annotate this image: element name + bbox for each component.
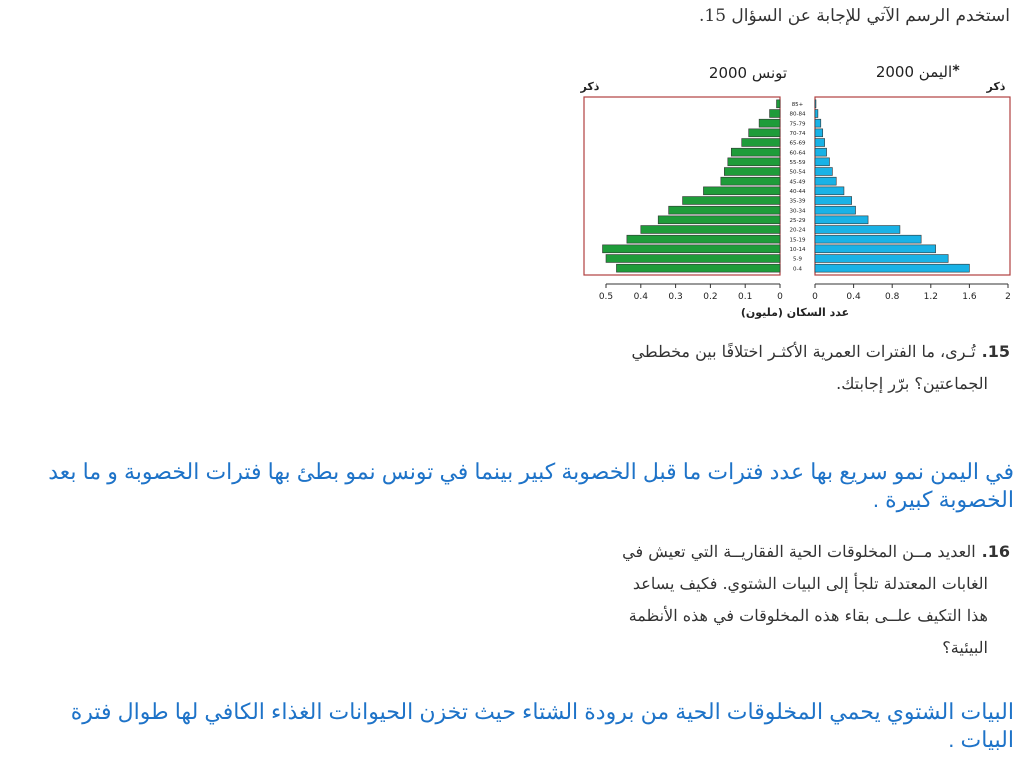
answer-16 <box>10 698 1014 754</box>
tunisia-bar-65-69 <box>742 139 780 147</box>
yemen-bar-45-49 <box>815 177 836 185</box>
tunisia-bar-75-79 <box>759 119 780 127</box>
tunisia-bar-10-14 <box>603 245 780 253</box>
yemen-bar-5-9 <box>815 255 948 263</box>
yemen-title: اليمن 2000 <box>875 63 953 81</box>
tunisia-bar-20-24 <box>641 226 780 234</box>
tunisia-bar-35-39 <box>683 197 780 205</box>
answer-15-line-1: في اليمن نمو سريع بها عدد فترات ما قبل الخصوبة كبير بينما في تونس نمو بطئ بها فترات الخصوبة و ما بعد <box>48 459 1014 484</box>
yemen-tick-label: 2 <box>1005 292 1011 302</box>
tunisia-corner-label: ذكر <box>580 80 600 93</box>
answer-16-line-2: البيات . <box>948 727 1014 752</box>
question-16 <box>570 536 1010 664</box>
tunisia-bar-60-64 <box>731 148 780 156</box>
tunisia-bar-70-74 <box>749 129 780 137</box>
yemen-bar-50-54 <box>815 168 832 176</box>
age-label: 80-84 <box>789 111 806 118</box>
question-15-line-1: تُـرى، ما الفترات العمرية الأكثـر اختلافًا بين مخططي <box>631 342 976 361</box>
question-16-line-1: العديد مــن المخلوقات الحية الفقاريــة التي تعيش في <box>622 542 976 561</box>
question-16-number: 16. <box>981 542 1010 561</box>
age-label: 25-29 <box>789 217 806 224</box>
tunisia-tick-label: 0.1 <box>738 292 753 302</box>
tunisia-bar-45-49 <box>721 177 780 185</box>
tunisia-bar-30-34 <box>669 206 780 214</box>
question-16-line-2: الغابات المعتدلة تلجأ إلى البيات الشتوي. فكيف يساعد <box>632 574 988 593</box>
yemen-bar-35-39 <box>815 197 852 205</box>
yemen-bar-0-4 <box>815 264 969 272</box>
yemen-bar-75-79 <box>815 119 821 127</box>
age-label: 85+ <box>791 101 804 108</box>
yemen-tick-label: 0 <box>812 292 818 302</box>
yemen-bar-55-59 <box>815 158 829 166</box>
age-label: 40-44 <box>789 188 806 195</box>
x-ticks <box>599 284 1011 302</box>
yemen-bar-70-74 <box>815 129 823 137</box>
yemen-tick-label: 1.2 <box>923 292 938 302</box>
tunisia-bar-50-54 <box>724 168 780 176</box>
tunisia-tick-label: 0.3 <box>668 292 683 302</box>
yemen-bar-60-64 <box>815 148 827 156</box>
population-pyramid-chart <box>570 58 1020 326</box>
tunisia-bar-80-84 <box>770 110 780 118</box>
tunisia-bar-15-19 <box>627 235 780 243</box>
age-label: 10-14 <box>789 246 806 253</box>
age-label: 55-59 <box>789 159 806 166</box>
age-label: 60-64 <box>789 150 806 157</box>
tunisia-bar-5-9 <box>606 255 780 263</box>
age-label: 35-39 <box>789 198 806 205</box>
yemen-bar-10-14 <box>815 245 936 253</box>
yemen-bar-30-34 <box>815 206 856 214</box>
yemen-tick-label: 1.6 <box>962 292 977 302</box>
tunisia-tick-label: 0.5 <box>598 292 614 302</box>
tunisia-bars <box>603 100 780 272</box>
age-label: 50-54 <box>789 169 806 176</box>
intro-text: استخدم الرسم الآتي للإجابة عن السؤال 15. <box>698 6 1010 26</box>
yemen-bar-85+ <box>815 100 816 108</box>
age-label: 45-49 <box>789 179 806 186</box>
question-15 <box>570 336 1010 400</box>
answer-15-line-2: الخصوبة كبيرة . <box>872 487 1014 512</box>
age-label: 0-4 <box>793 266 802 273</box>
question-15-number: 15. <box>981 342 1010 361</box>
yemen-bar-40-44 <box>815 187 844 195</box>
tunisia-bar-0-4 <box>616 264 780 272</box>
yemen-title-prefix: * <box>952 63 960 79</box>
age-label: 20-24 <box>789 227 806 234</box>
yemen-bar-25-29 <box>815 216 868 224</box>
tunisia-tick-label: 0.2 <box>703 292 718 302</box>
tunisia-tick-label: 0.4 <box>633 292 648 302</box>
question-16-line-3: هذا التكيف علــى بقاء هذه المخلوقات في هذه الأنظمة <box>628 606 988 625</box>
question-15-line-2: الجماعتين؟ برّر إجابتك. <box>836 374 988 393</box>
question-16-line-4: البيئية؟ <box>942 638 988 657</box>
age-label: 70-74 <box>789 130 806 137</box>
yemen-bars <box>815 100 969 272</box>
tunisia-bar-85+ <box>777 100 780 108</box>
yemen-bar-20-24 <box>815 226 900 234</box>
age-label: 5-9 <box>793 256 802 263</box>
answer-15 <box>10 458 1014 514</box>
tunisia-tick-label: 0 <box>777 292 783 302</box>
answer-16-line-1: البيات الشتوي يحمي المخلوقات الحية من برودة الشتاء حيث تخزن الحيوانات الغذاء الكافي لها طوال فترة <box>70 699 1014 724</box>
tunisia-bar-25-29 <box>658 216 780 224</box>
yemen-bar-65-69 <box>815 139 825 147</box>
x-axis-label: عدد السكان (مليون) <box>740 306 850 319</box>
age-label: 75-79 <box>789 121 806 128</box>
tunisia-bar-40-44 <box>703 187 780 195</box>
age-label: 15-19 <box>789 237 806 244</box>
tunisia-bar-55-59 <box>728 158 780 166</box>
age-labels <box>790 102 806 272</box>
yemen-bar-80-84 <box>815 110 818 118</box>
yemen-corner-label: ذكر <box>986 80 1006 93</box>
yemen-bar-15-19 <box>815 235 921 243</box>
yemen-tick-label: 0.4 <box>846 292 861 302</box>
tunisia-title: تونس 2000 <box>708 64 788 82</box>
age-label: 65-69 <box>789 140 806 147</box>
yemen-tick-label: 0.8 <box>885 292 900 302</box>
age-label: 30-34 <box>789 208 806 215</box>
